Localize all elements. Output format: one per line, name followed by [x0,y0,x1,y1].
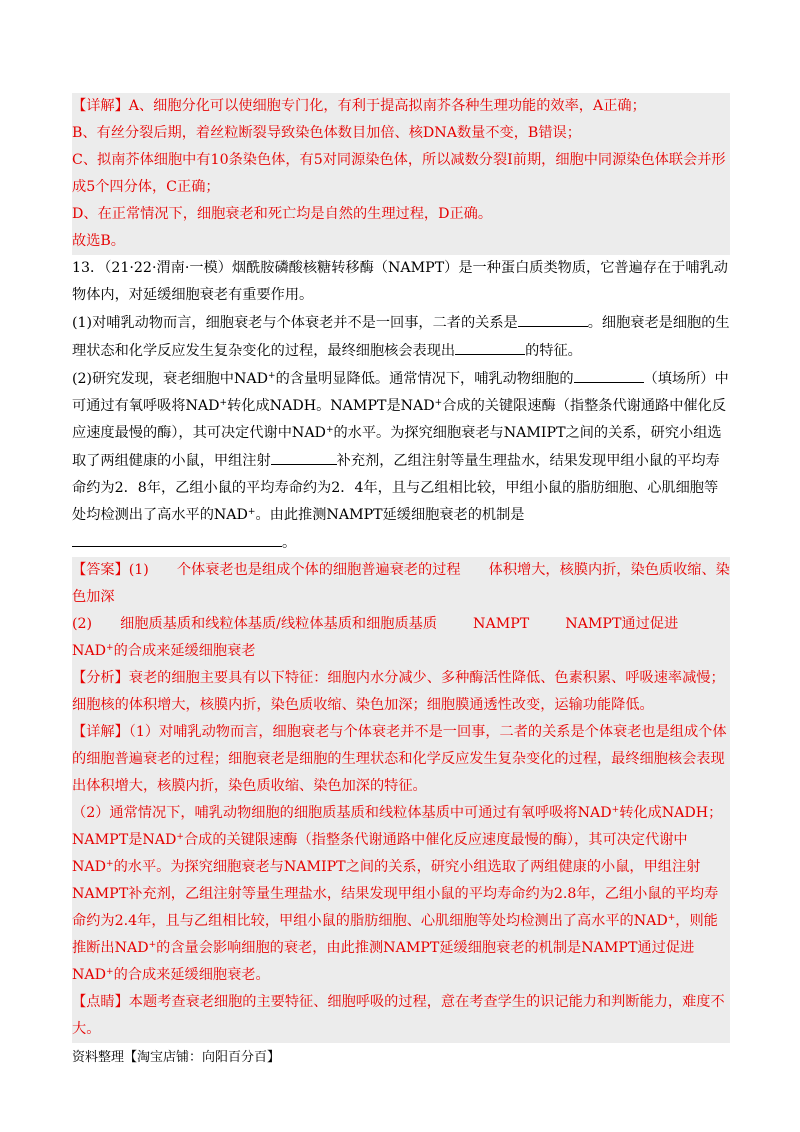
footer-text: 资料整理【淘宝店铺：向阳百分百】 [72,1050,281,1065]
analysis-paragraph: 【分析】衰老的细胞主要具有以下特征：细胞内水分减少、多种酶活性降低、色素积累、呼吸速率减慢；细胞核的体积增大，核膜内折，染色质收缩、染色加深；细胞膜通透性改变，运输功能降低。 [72,670,725,713]
answer-part-2: (2) 细胞质基质和线粒体基质/线粒体基质和细胞质基质 NAMPT NAMPT通过促进NAD+的合成来延缓细胞衰老 [72,616,679,659]
answer-part-1: 【答案】(1) 个体衰老也是组成个体的细胞普遍衰老的过程 体积增大，核膜内折，染色质收缩、染色加深 [72,562,730,605]
question-stem: 13．（21·22·渭南·一模）烟酰胺磷酸核糖转移酶（NAMPT）是一种蛋白质类物质，它普遍存在于哺乳动物体内，对延缓细胞衰老有重要作用。 [72,260,728,303]
explanation-line-d: D、在正常情况下，细胞衰老和死亡均是自然的生理过程，D正确。 [72,206,493,222]
question-13 [72,255,730,557]
content-area [72,93,730,1043]
explanation-conclusion: 故选B。 [72,233,125,249]
detail-paragraph-2: （2）通常情况下，哺乳动物细胞的细胞质基质和线粒体基质中可通过有氧呼吸将NAD+转化成NADH； NAMPT是NAD+合成的关键限速酶（指整条代谢通路中催化反应速度最慢的酶），其可决定代谢中 NAD+的水平。为探究细胞衰老与NAMIPT之间的关系，研究小组选取了两组健康的小鼠，甲组注射NAMPT补充剂，乙组注射等量生理盐水，结果发现甲组小鼠的平均寿命约为2.8年，乙组小鼠的平均寿命约为2.4年，且与乙组相比较，甲组小鼠的脂肪细胞、心肌细胞等处均检测出了高水平的NAD+，则能推断出NAD+的含量会影响细胞的衰老，由此推测NAMPT延缓细胞衰老的机制是NAMPT通过促进NAD+的合成来延缓细胞衰老。 [72,805,723,983]
explanation-line-b: B、有丝分裂后期，着丝粒断裂导致染色体数目加倍、核DNA数量不变，B错误； [72,125,581,141]
answer-blank-3[interactable] [574,365,644,383]
question-part-1: (1)对哺乳动物而言，细胞衰老与个体衰老并不是一回事，二者的关系是 。细胞衰老是细胞的生理状态和化学反应发生复杂变化的过程，最终细胞核会表现出 的特征。 [72,309,730,365]
answer-blank-5[interactable] [72,529,282,547]
question-part-2: (2)研究发现，衰老细胞中NAD+的含量明显降低。通常情况下，哺乳动物细胞的 （填场所）中可通过有氧呼吸将NAD+转化成NADH。NAMPT是NAD+合成的关键限速酶（指整条代谢通路中催化反应速度最慢的酶），其可决定代谢中NAD+的水平。为探究细胞衰老与NAMIPT之间的关系，研究小组选取了两组健康的小鼠，甲组注射 补充剂，乙组注射等量生理盐水，结果发现甲组小鼠的平均寿命约为2．8年，乙组小鼠的平均寿命约为2．4年，且与乙组相比较，甲组小鼠的脂肪细胞、心肌细胞等处均检测出了高水平的NAD+。由此推测NAMPT延缓细胞衰老的机制是。 [72,365,730,557]
detail-paragraph-1: 【详解】（1）对哺乳动物而言，细胞衰老与个体衰老并不是一回事，二者的关系是个体衰老也是组成个体的细胞普遍衰老的过程；细胞衰老是细胞的生理状态和化学反应发生复杂变化的过程，最终细胞核会表现出体积增大，核膜内折，染色质收缩、染色加深的特征。 [72,724,727,794]
solution-block [72,557,730,1043]
explanation-line-a: 【详解】A、细胞分化可以使细胞专门化，有利于提高拟南芥各种生理功能的效率，A正确； [72,98,646,114]
previous-explanation [72,93,730,255]
answer-blank-2[interactable] [455,337,525,355]
answer-blank-4[interactable] [271,447,337,465]
comment-paragraph: 【点睛】本题考查衰老细胞的主要特征、细胞呼吸的过程，意在考查学生的识记能力和判断能力，难度不大。 [72,994,725,1037]
explanation-line-c: C、拟南芥体细胞中有10条染色体，有5对同源染色体，所以减数分裂Ⅰ前期，细胞中同源染色体联会并形成5个四分体，C正确； [72,152,726,195]
answer-blank-1[interactable] [518,309,588,327]
